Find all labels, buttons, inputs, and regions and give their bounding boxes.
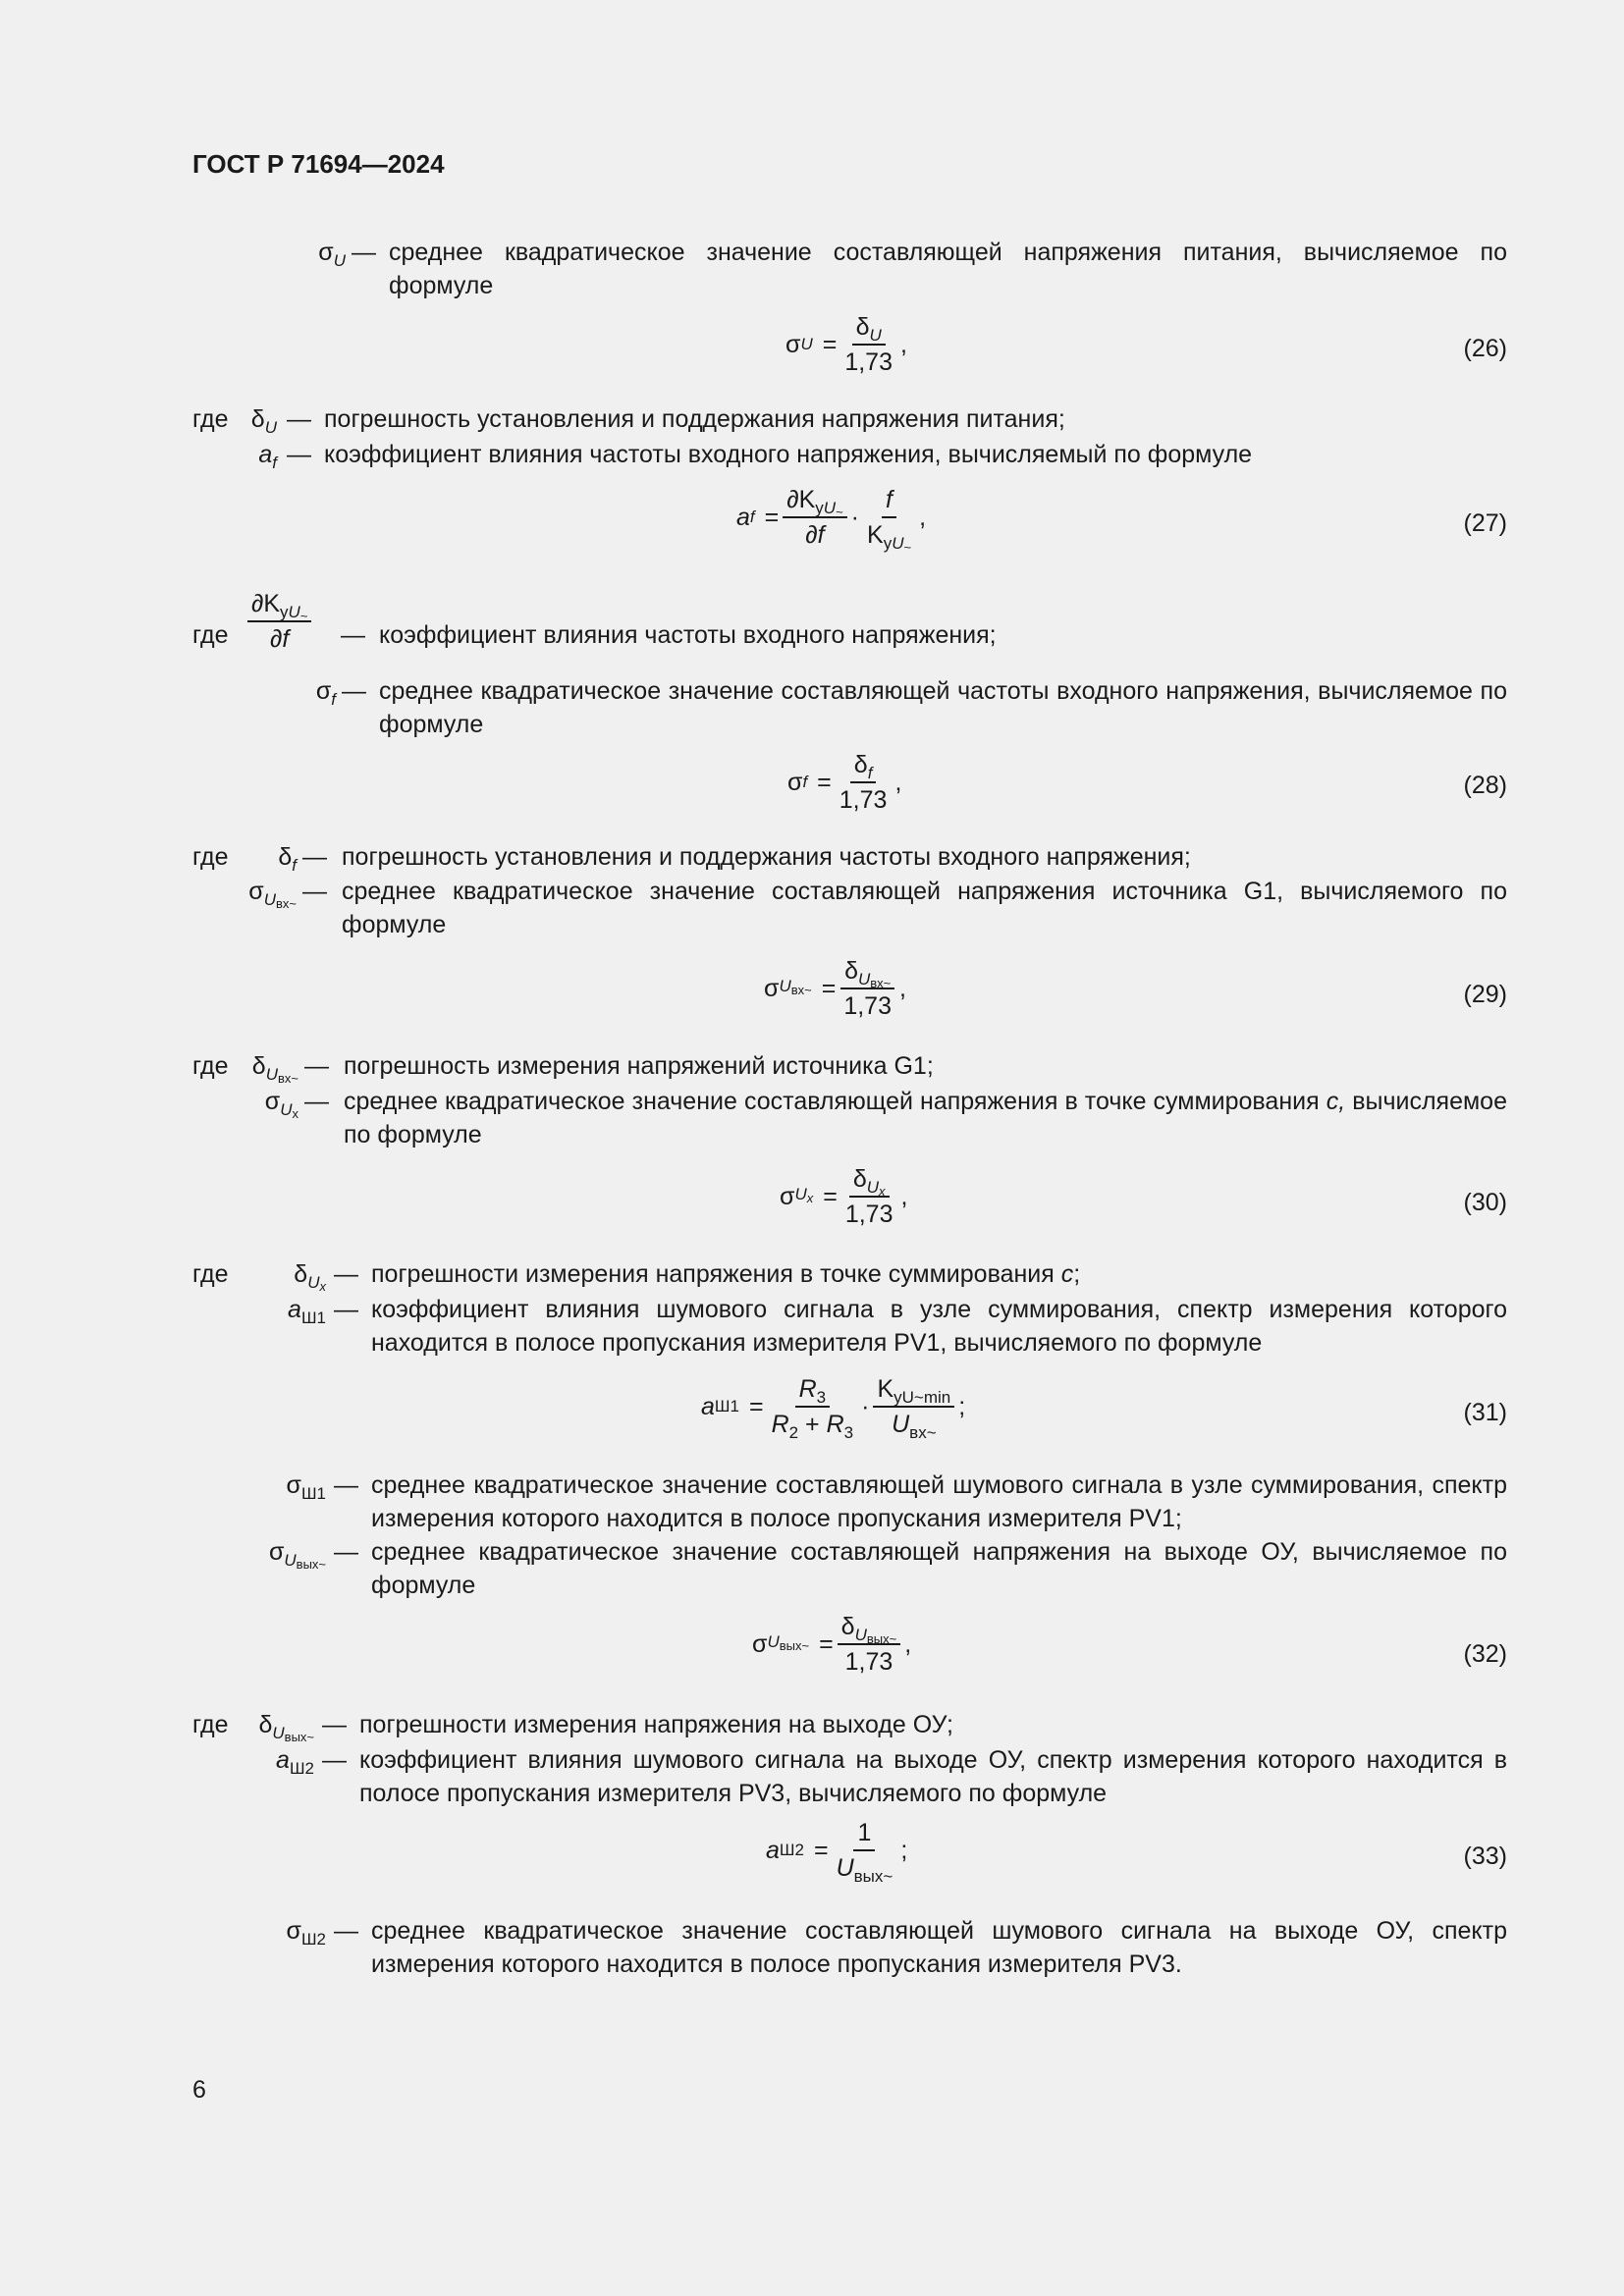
- symbol-delta-u: $\delta_U$: [250, 405, 277, 437]
- definition-sigma-f: среднее квадратическое значение составляющей частоты входного напряжения, вычисляемое по формуле: [379, 677, 1507, 738]
- definition-sigma-ux: среднее квадратическое значение составляющей напряжения в точке суммирования c, вычисляемое по формуле: [344, 1088, 1507, 1148]
- formula-33: a Ш2 = $\frac{1}{U_{вых\sim}}$ ;: [766, 1819, 908, 1886]
- definition-dk-df: коэффициент влияния частоты входного напряжения;: [379, 621, 997, 649]
- symbol-a-sh1: $a_{Ш1}$: [288, 1296, 326, 1327]
- page-number: 6: [192, 2076, 206, 2104]
- equation-number-30: (30): [1463, 1189, 1507, 1216]
- definition-a-sh1: коэффициент влияния шумового сигнала в узле суммирования, спектр измерения которого находится в полосе пропускания измерителя PV1, вычисляемого по формуле: [371, 1296, 1507, 1357]
- dash: —: [334, 1296, 358, 1323]
- dash: —: [304, 1052, 329, 1080]
- dash: —: [287, 441, 311, 468]
- formula-27: a f = $\frac{\partial K_{yU_\sim}}{\partial f}$ · $\frac{f}{K_{yU_\sim}}$ ,: [736, 486, 927, 555]
- definition-sigma-sh1: среднее квадратическое значение составляющей шумового сигнала в узле суммирования, спектр измерения которого находится в полосе пропускания измерителя PV1;: [371, 1471, 1507, 1532]
- dash: —: [334, 1538, 358, 1566]
- where-label: где: [192, 1260, 229, 1288]
- dash: —: [287, 405, 311, 433]
- formula-29: σ $U_{вх\sim}$ = $\frac{\delta_{U_{вх\sim}}}{1,73}$ ,: [764, 957, 906, 1020]
- where-label: где: [192, 621, 229, 649]
- definition-sigma-u: среднее квадратическое значение составляющей напряжения питания, вычисляемое по формуле: [389, 239, 1507, 299]
- where-label: где: [192, 843, 229, 871]
- definition-sigma-sh2: среднее квадратическое значение составляющей шумового сигнала на выходе ОУ, спектр измерения которого находится в полосе пропускания измерителя PV3.: [371, 1917, 1507, 1978]
- definition-a-f: коэффициент влияния частоты входного напряжения, вычисляемый по формуле: [324, 441, 1253, 468]
- formula-30: σ $U_x$ = $\frac{\delta_{U_x}}{1,73}$ ,: [780, 1165, 908, 1228]
- definition-delta-ux: погрешности измерения напряжения в точке суммирования c;: [371, 1260, 1081, 1288]
- formula-31: a Ш1 = $\frac{R_3}{R_2 + R_3}$ · $\frac{K_{yU\sim min}}{U_{вх\sim}}$ ;: [701, 1375, 966, 1442]
- definition-sigma-uvx: среднее квадратическое значение составляющей напряжения источника G1, вычисляемого по формуле: [342, 878, 1507, 938]
- symbol-delta-uvyx: $\delta_{U_{вых\sim}}$: [258, 1711, 314, 1744]
- symbol-sigma-u: $\sigma_U$: [318, 239, 346, 270]
- dash: —: [302, 843, 327, 871]
- equation-number-32: (32): [1463, 1640, 1507, 1668]
- dash: —: [334, 1471, 358, 1499]
- equation-number-33: (33): [1463, 1842, 1507, 1870]
- where-label: где: [192, 1711, 229, 1738]
- equation-number-27: (27): [1463, 509, 1507, 537]
- equation-number-31: (31): [1463, 1399, 1507, 1426]
- formula-28: σ f = $\frac{\delta_f}{1,73}$ ,: [787, 751, 902, 814]
- definition-sigma-uvyx: среднее квадратическое значение составляющей напряжения на выходе ОУ, вычисляемое по формуле: [371, 1538, 1507, 1599]
- dash: —: [322, 1746, 347, 1774]
- symbol-dk-df: $\frac{\partial K_{yU_\sim}}{\partial f}$: [244, 589, 315, 654]
- symbol-sigma-uvyx: $\sigma_{U_{вых\sim}}$: [268, 1538, 326, 1572]
- definition-delta-uvx: погрешность измерения напряжений источника G1;: [344, 1052, 934, 1080]
- formula-32: σ $U_{вых\sim}$ = $\frac{\delta_{U_{вых\sim}}}{1,73}$ ,: [752, 1613, 912, 1676]
- symbol-sigma-sh1: $\sigma_{Ш1}$: [286, 1471, 326, 1503]
- equation-number-28: (28): [1463, 772, 1507, 799]
- dash: —: [352, 239, 376, 266]
- symbol-delta-uvx: $\delta_{U_{вх\sim}}$: [251, 1052, 298, 1086]
- dash: —: [322, 1711, 347, 1738]
- symbol-a-f: $a_f$: [258, 441, 277, 472]
- page-header: ГОСТ Р 71694—2024: [192, 149, 445, 179]
- dash: —: [302, 878, 327, 905]
- symbol-sigma-uvx: $\sigma_{U_{вх\sim}}$: [248, 878, 297, 911]
- symbol-delta-ux: $\delta_{U_x}$: [294, 1260, 326, 1294]
- where-label: где: [192, 1052, 229, 1080]
- definition-delta-uvyx: погрешности измерения напряжения на выходе ОУ;: [359, 1711, 953, 1738]
- equation-number-29: (29): [1463, 981, 1507, 1008]
- dash: —: [341, 621, 365, 649]
- equation-number-26: (26): [1463, 335, 1507, 362]
- definition-a-sh2: коэффициент влияния шумового сигнала на выходе ОУ, спектр измерения которого находится в полосе пропускания измерителя PV3, вычисляемого по формуле: [359, 1746, 1507, 1807]
- dash: —: [304, 1088, 329, 1115]
- where-label: где: [192, 405, 229, 433]
- definition-delta-f: погрешность установления и поддержания частоты входного напряжения;: [342, 843, 1191, 871]
- symbol-a-sh2: $a_{Ш2}$: [276, 1746, 314, 1778]
- formula-26: σ U = $\frac{\delta_U}{1,73}$ ,: [785, 313, 907, 376]
- definition-delta-u: погрешность установления и поддержания напряжения питания;: [324, 405, 1065, 433]
- dash: —: [342, 677, 366, 705]
- symbol-sigma-f: $\sigma_f$: [315, 677, 336, 709]
- dash: —: [334, 1260, 358, 1288]
- symbol-delta-f: $\delta_f$: [278, 843, 297, 875]
- symbol-sigma-sh2: $\sigma_{Ш2}$: [286, 1917, 326, 1949]
- dash: —: [334, 1917, 358, 1945]
- symbol-sigma-ux: $\sigma_{U_x}$: [264, 1088, 298, 1121]
